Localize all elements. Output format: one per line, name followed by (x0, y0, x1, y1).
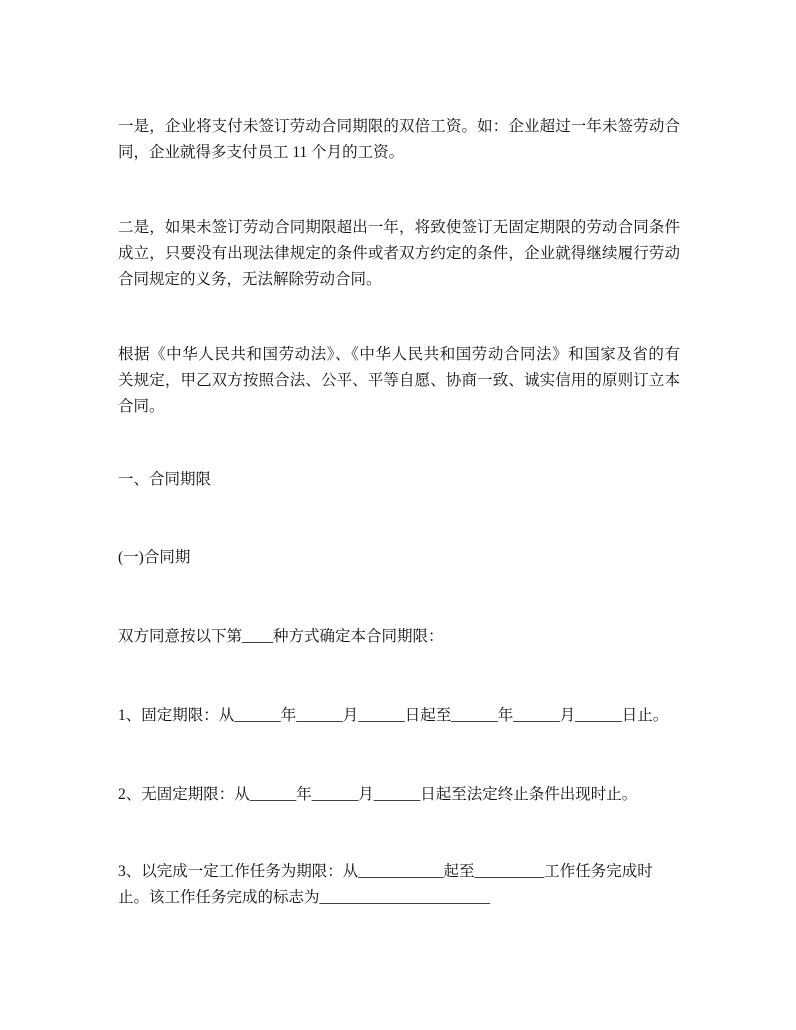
text-line: 合同规定的义务，无法解除劳动合同。 (118, 271, 382, 288)
section-heading-contract-term (118, 467, 680, 493)
text-line: 双方同意按以下第____种方式确定本合同期限： (118, 628, 444, 645)
text-line: 1、固定期限：从______年______月______日起至______年______月______日止。 (118, 707, 669, 724)
text-line: 3、以完成一定工作任务为期限：从___________起至_________工作任务完成时 (118, 863, 653, 880)
term-method-instruction (118, 624, 680, 650)
text-line: 同，企业就得多支付员工 11 个月的工资。 (118, 144, 405, 161)
text-line: 2、无固定期限：从______年______月______日起至法定终止条件出现时止。 (118, 786, 638, 803)
paragraph-legal-basis (118, 342, 680, 420)
subsection-heading-text: (一)合同期 (118, 549, 191, 566)
term-option-fixed (118, 703, 680, 729)
text-line: 关规定，甲乙双方按照合法、公平、平等自愿、协商一致、诚实信用的原则订立本 (118, 372, 680, 389)
section-heading-text: 一、合同期限 (118, 471, 212, 488)
paragraph-point-one (118, 114, 680, 166)
text-line: 成立，只要没有出现法律规定的条件或者双方约定的条件，企业就得继续履行劳动 (118, 245, 680, 262)
text-line: 止。该工作任务完成的标志为______________________ (118, 889, 491, 906)
text-line: 一是，企业将支付未签订劳动合同期限的双倍工资。如：企业超过一年未签劳动合 (118, 118, 680, 135)
text-line: 合同。 (118, 398, 165, 415)
term-option-task-based (118, 859, 680, 911)
term-option-open-ended (118, 782, 680, 808)
paragraph-point-two (118, 215, 680, 293)
text-line: 二是，如果未签订劳动合同期限超出一年，将致使签订无固定期限的劳动合同条件 (118, 219, 680, 236)
text-line: 根据《中华人民共和国劳动法》、《中华人民共和国劳动合同法》和国家及省的有 (118, 346, 680, 363)
subsection-heading-contract-period (118, 545, 680, 571)
